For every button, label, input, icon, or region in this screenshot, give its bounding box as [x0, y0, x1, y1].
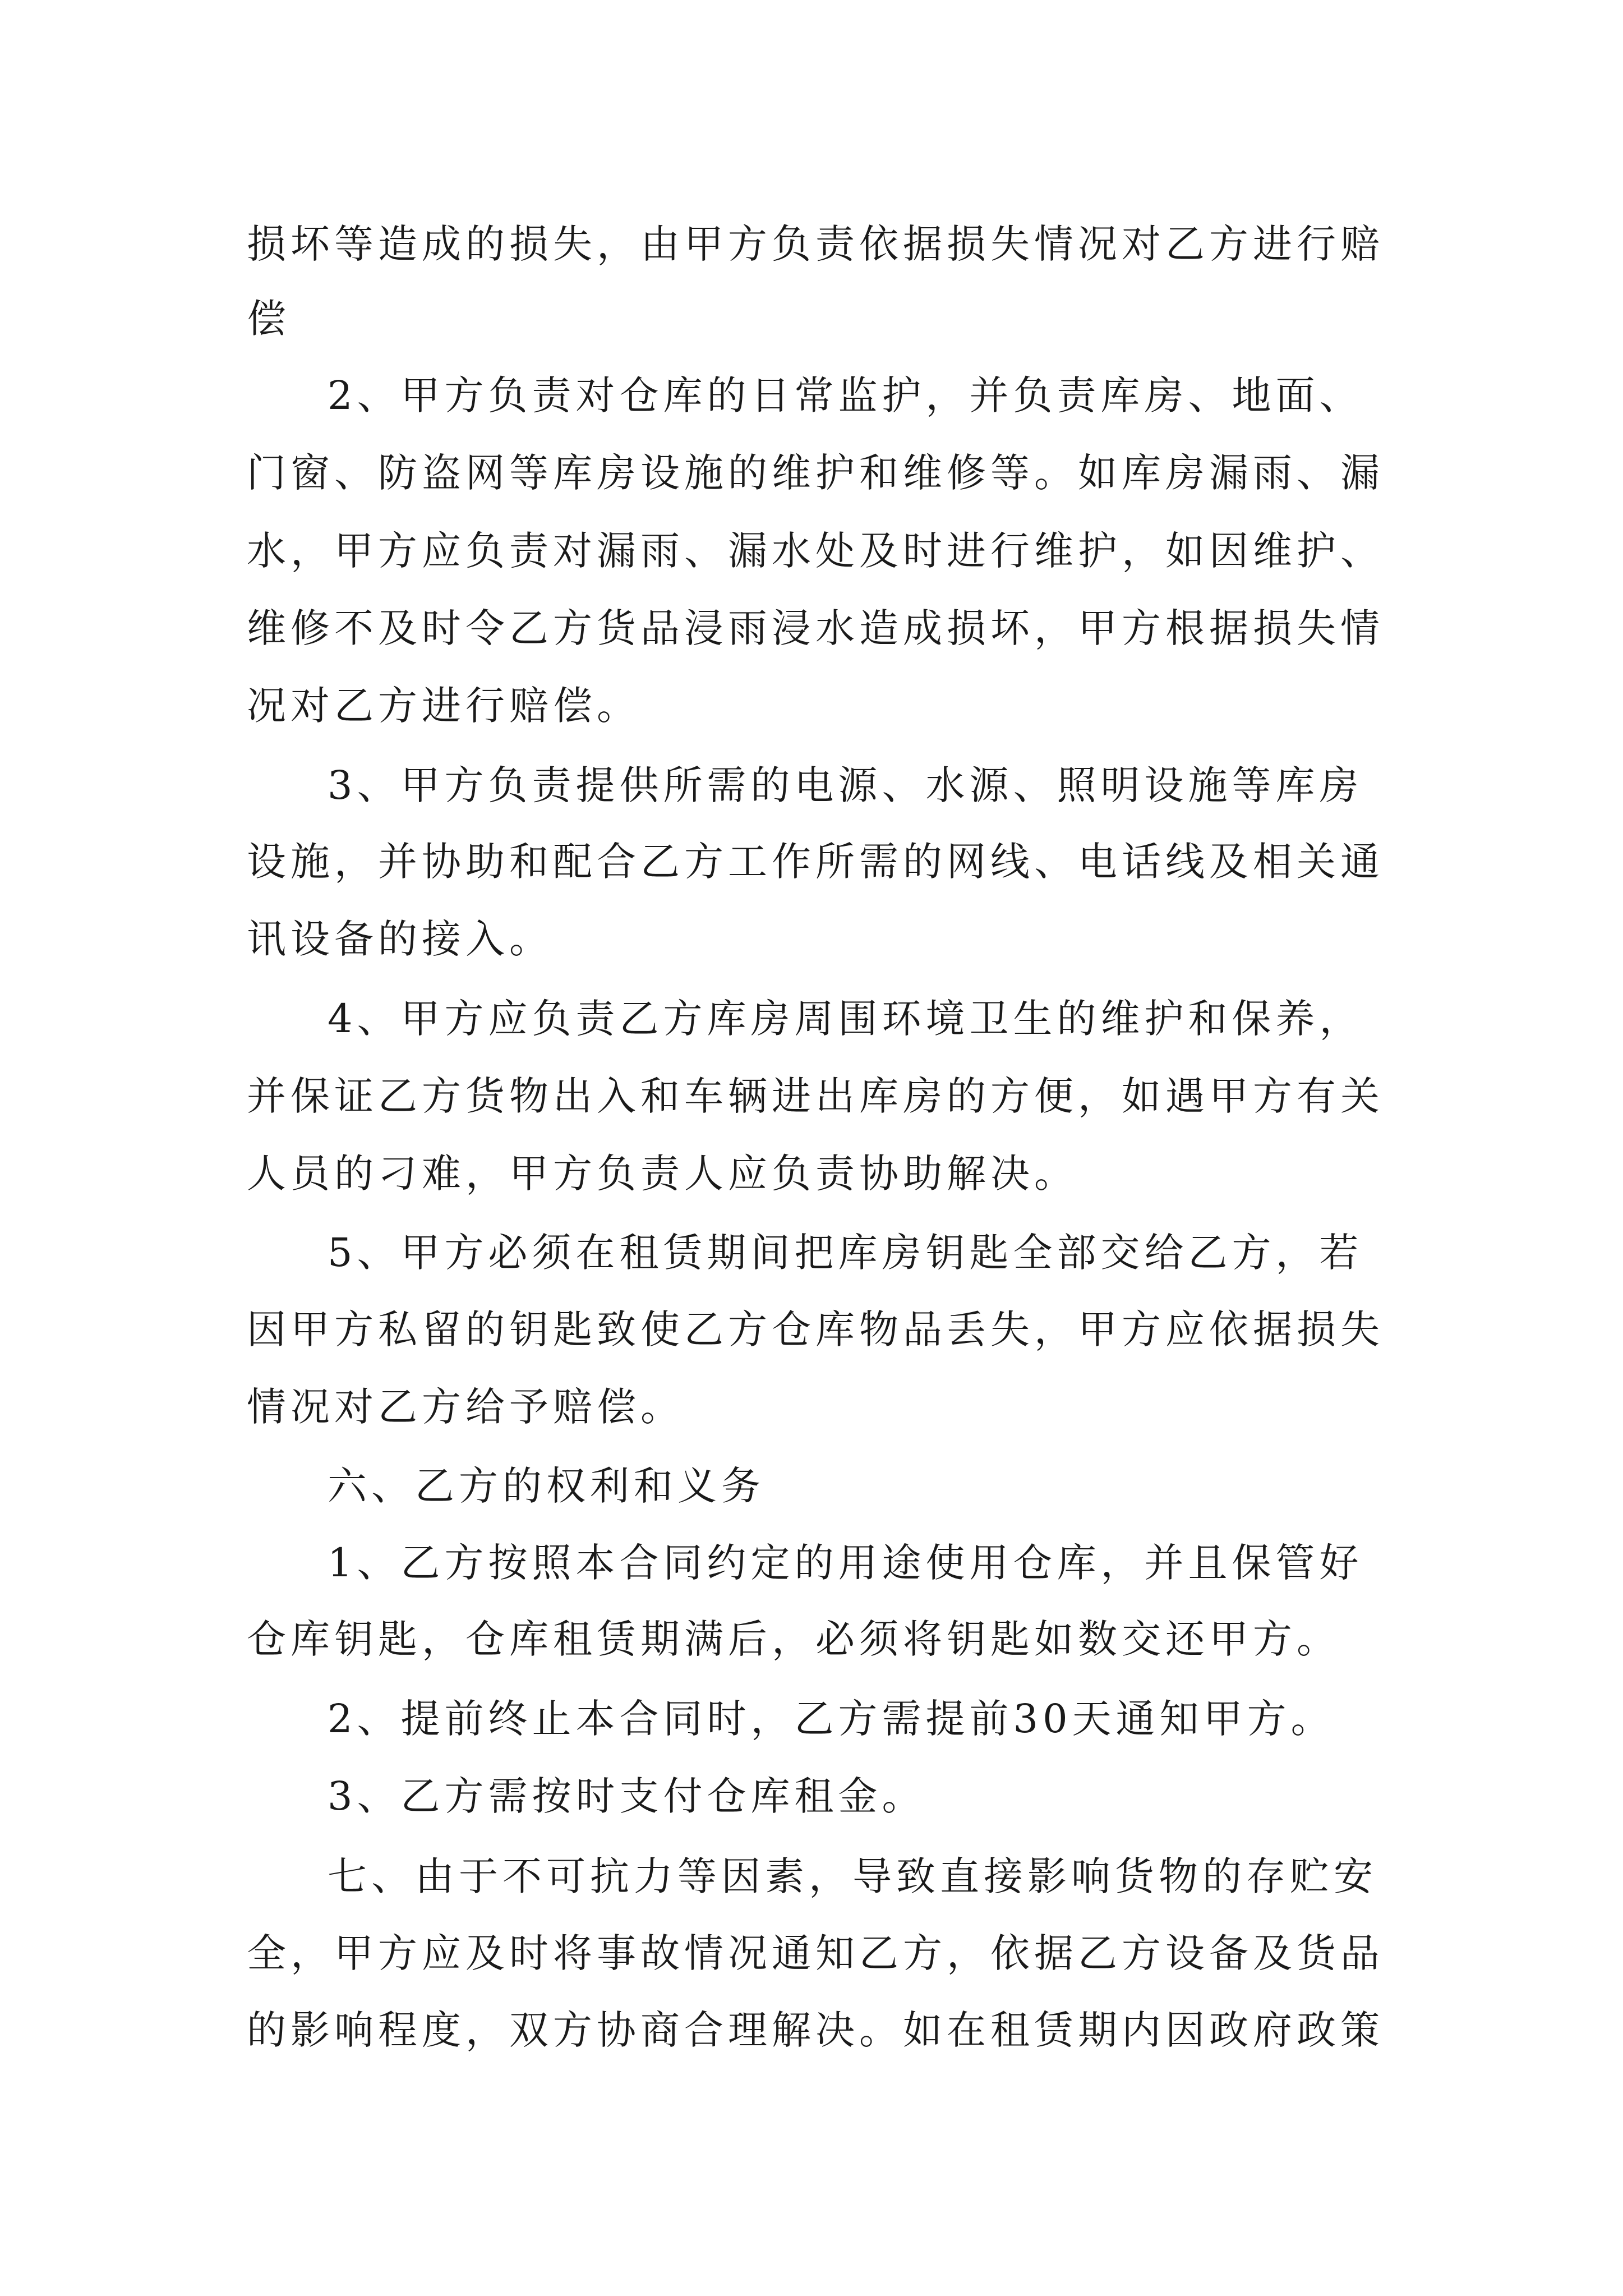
text-line-12: 并保证乙方货物出入和车辆进出库房的方便，如遇甲方有关: [247, 1073, 1384, 1119]
text-line-21: 3、乙方需按时支付仓库租金。: [328, 1773, 926, 1819]
text-line-6: 维修不及时令乙方货品浸雨浸水造成损坏，甲方根据损失情: [247, 605, 1384, 651]
text-line-24: 的影响程度，双方协商合理解决。如在租赁期内因政府政策: [247, 2007, 1384, 2053]
text-line-19: 仓库钥匙，仓库租赁期满后，必须将钥匙如数交还甲方。: [247, 1616, 1340, 1662]
text-line-2: 偿: [247, 296, 291, 342]
text-line-13: 人员的刁难，甲方负责人应负责协助解决。: [247, 1151, 1078, 1197]
text-line-9: 设施，并协助和配合乙方工作所需的网线、电话线及相关通: [247, 839, 1384, 885]
text-line-15: 因甲方私留的钥匙致使乙方仓库物品丢失，甲方应依据损失: [247, 1306, 1384, 1352]
text-line-8: 3、甲方负责提供所需的电源、水源、照明设施等库房: [328, 762, 1363, 808]
text-line-7: 况对乙方进行赔偿。: [247, 683, 640, 729]
text-line-23: 全，甲方应及时将事故情况通知乙方，依据乙方设备及货品: [247, 1930, 1384, 1976]
text-line-3: 2、甲方负责对仓库的日常监护，并负责库房、地面、: [328, 372, 1363, 418]
text-line-1: 损坏等造成的损失，由甲方负责依据损失情况对乙方进行赔: [247, 221, 1384, 267]
text-line-20: 2、提前终止本合同时，乙方需提前30天通知甲方。: [328, 1696, 1335, 1742]
text-line-4: 门窗、防盗网等库房设施的维护和维修等。如库房漏雨、漏: [247, 450, 1384, 496]
text-line-16: 情况对乙方给予赔偿。: [247, 1384, 684, 1430]
text-line-18: 1、乙方按照本合同约定的用途使用仓库，并且保管好: [328, 1540, 1363, 1586]
text-line-14: 5、甲方必须在租赁期间把库房钥匙全部交给乙方，若: [328, 1230, 1363, 1276]
text-line-5: 水，甲方应负责对漏雨、漏水处及时进行维护，如因维护、: [247, 528, 1384, 574]
section-heading-6: 六、乙方的权利和义务: [328, 1463, 765, 1509]
text-line-22: 七、由于不可抗力等因素，导致直接影响货物的存贮安: [328, 1853, 1377, 1899]
text-line-10: 讯设备的接入。: [247, 916, 553, 962]
text-line-11: 4、甲方应负责乙方库房周围环境卫生的维护和保养，: [328, 996, 1363, 1042]
